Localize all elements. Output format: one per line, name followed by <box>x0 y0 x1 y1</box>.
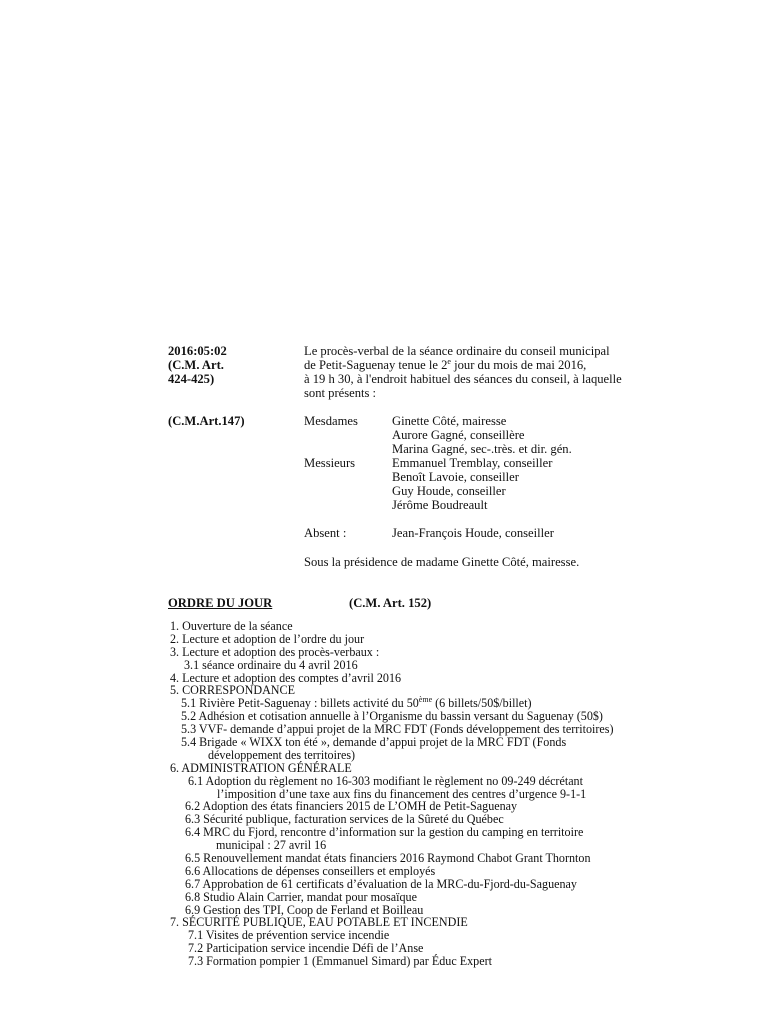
intro-line: de Petit-Saguenay tenue le 2e jour du mois de mai 2016, <box>304 356 587 372</box>
intro-line: Le procès-verbal de la séance ordinaire du conseil municipal <box>304 344 610 358</box>
agenda-item: 5.4 Brigade « WIXX ton été », demande d’appui projet de la MRC FDT (Fonds <box>181 735 567 750</box>
messieurs-list <box>392 456 552 512</box>
agenda-title: ORDRE DU JOUR <box>168 596 273 610</box>
attendee: Benoît Lavoie, conseiller <box>392 470 519 484</box>
intro-paragraph <box>304 344 622 400</box>
intro-line: sont présents : <box>304 386 377 400</box>
agenda-item: 6.1 Adoption du règlement no 16-303 modifiant le règlement no 09-249 décrétant <box>188 773 583 788</box>
agenda-item: 1. Ouverture de la séance <box>170 619 293 633</box>
agenda-item: 5.1 Rivière Petit-Saguenay : billets activité du 50ème (6 billets/50$/billet) <box>181 695 532 711</box>
attendee: Guy Houde, conseiller <box>392 484 506 498</box>
attendee: Ginette Côté, mairesse <box>392 414 507 428</box>
agenda-item: 6.8 Studio Alain Carrier, mandat pour mosaïque <box>185 889 417 904</box>
attendee: Marina Gagné, sec-.très. et dir. gén. <box>392 442 572 456</box>
agenda-item: 7.2 Participation service incendie Défi de l’Anse <box>188 941 424 956</box>
agenda-list <box>170 620 614 968</box>
resolution-code <box>168 344 227 386</box>
agenda-item: 3.1 séance ordinaire du 4 avril 2016 <box>184 657 358 672</box>
agenda-item: 6.2 Adoption des états financiers 2015 de L’OMH de Petit-Saguenay <box>185 799 518 814</box>
attendee: Emmanuel Tremblay, conseiller <box>392 456 553 470</box>
resolution-code-line: 424-425) <box>168 372 215 386</box>
messieurs-label: Messieurs <box>304 456 356 470</box>
agenda-item: 6.3 Sécurité publique, facturation services de la Sûreté du Québec <box>185 812 504 827</box>
agenda-item: 6.4 MRC du Fjord, rencontre d’information sur la gestion du camping en territoire <box>185 825 584 840</box>
agenda-item: l’imposition d’une taxe aux fins du financement des centres d’urgence 9-1-1 <box>217 786 587 801</box>
agenda-item: 5.2 Adhésion et cotisation annuelle à l’Organisme du bassin versant du Saguenay (50$) <box>181 709 603 724</box>
agenda-item: municipal : 27 avril 16 <box>216 838 327 853</box>
agenda-ref: (C.M. Art. 152) <box>349 596 432 610</box>
agenda-item: 2. Lecture et adoption de l’ordre du jour <box>170 631 365 646</box>
agenda-item: 6.9 Gestion des TPI, Coop de Ferland et Boilleau <box>185 902 424 917</box>
agenda-item: développement des territoires) <box>208 747 356 762</box>
resolution-code-line: 2016:05:02 <box>168 344 227 358</box>
attendance-ref: (C.M.Art.147) <box>168 414 245 428</box>
absent-label: Absent : <box>304 526 347 540</box>
agenda-item: 6. ADMINISTRATION GÉNÉRALE <box>170 760 352 775</box>
intro-line: à 19 h 30, à l'endroit habituel des séances du conseil, à laquelle <box>304 372 622 386</box>
agenda-item: 6.6 Allocations de dépenses conseillers et employés <box>185 863 436 878</box>
attendee: Aurore Gagné, conseillère <box>392 428 525 442</box>
agenda-item: 7. SÉCURITÉ PUBLIQUE, EAU POTABLE ET INCENDIE <box>170 915 468 930</box>
agenda-item: 7.3 Formation pompier 1 (Emmanuel Simard) par Éduc Expert <box>188 954 492 969</box>
agenda-item: 5.3 VVF- demande d’appui projet de la MRC FDT (Fonds développement des territoires) <box>181 722 614 737</box>
agenda-item: 4. Lecture et adoption des comptes d’avril 2016 <box>170 670 402 685</box>
absent-name: Jean-François Houde, conseiller <box>392 526 554 540</box>
agenda-item: 3. Lecture et adoption des procès-verbaux : <box>170 644 380 659</box>
agenda-item: 7.1 Visites de prévention service incendie <box>188 928 390 943</box>
attendee: Jérôme Boudreault <box>392 498 488 512</box>
resolution-code-line: (C.M. Art. <box>168 358 224 372</box>
presidence-statement: Sous la présidence de madame Ginette Côté, mairesse. <box>304 555 580 569</box>
agenda-item: 6.5 Renouvellement mandat états financiers 2016 Raymond Chabot Grant Thornton <box>185 851 591 866</box>
mesdames-label: Mesdames <box>304 414 358 428</box>
mesdames-list <box>392 414 572 456</box>
agenda-item: 5. CORRESPONDANCE <box>170 683 295 698</box>
agenda-item: 6.7 Approbation de 61 certificats d’évaluation de la MRC-du-Fjord-du-Saguenay <box>185 876 577 891</box>
